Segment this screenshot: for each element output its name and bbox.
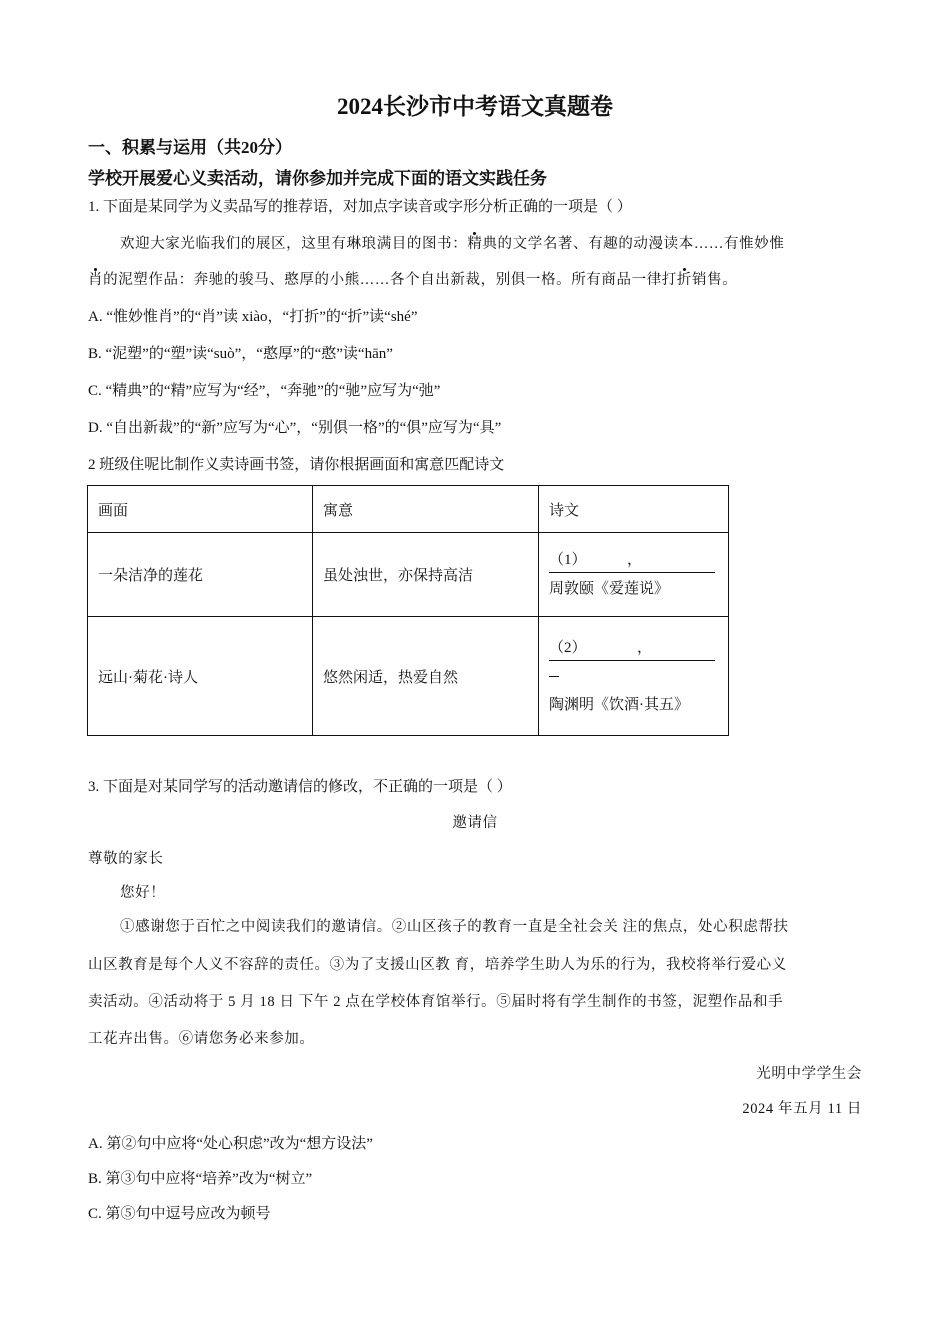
dotted-char: 折 <box>676 272 693 288</box>
fill-blank-2[interactable]: （2） ， <box>549 636 715 661</box>
page-title: 2024长沙市中考语文真题卷 <box>337 94 613 119</box>
row1-poem <box>539 533 729 617</box>
q1-stem: 1. 下面是某同学为义卖品写的推荐语，对加点字读音或字形分析正确的一项是（ ） <box>88 199 632 215</box>
header-poem: 诗文 <box>539 486 729 533</box>
task-heading: 学校开展爱心义卖活动，请你参加并完成下面的语文实践任务 <box>88 169 547 188</box>
row2-fill-line <box>549 636 718 661</box>
row1-fill-line <box>549 548 718 573</box>
letter-body-line1: ①感谢您于百忙之中阅读我们的邀请信。②山区孩子的教育一直是全社会关 注的焦点，处心积虑帮扶 <box>120 919 789 935</box>
poem-table <box>87 485 729 736</box>
row1-source: 周敦颐《爱莲说》 <box>549 581 670 597</box>
row2-source: 陶渊明《饮酒·其五》 <box>549 696 689 713</box>
row1-meaning: 虽处浊世，亦保持高洁 <box>313 533 539 617</box>
header-meaning: 寓意 <box>313 486 539 533</box>
q1-passage-line2 <box>88 268 737 289</box>
dotted-char: 精 <box>467 236 483 252</box>
header-picture: 画面 <box>88 486 313 533</box>
q1-option-a: A. “惟妙惟肖”的“肖”读 xiào，“打折”的“折”读“shé” <box>88 309 418 325</box>
passage-text: 销售。 <box>692 272 738 288</box>
q1-passage-line1 <box>120 232 784 253</box>
row2-meaning: 悠然闲适，热爱自然 <box>313 617 539 736</box>
table-row <box>88 617 729 736</box>
row2-poem <box>539 617 729 736</box>
letter-body-line3: 卖活动。④活动将于 5 月 18 日 下午 2 点在学校体育馆举行。⑤届时将有学生制作的书签，泥塑作品和手 <box>88 994 784 1010</box>
q3-option-c: C. 第⑤句中逗号应改为顿号 <box>88 1206 271 1222</box>
letter-signature: 光明中学学生会 <box>756 1066 862 1082</box>
dotted-char: 肖 <box>88 272 104 288</box>
letter-date: 2024 年五月 11 日 <box>742 1101 862 1117</box>
section-heading: 一、积累与运用（共20分） <box>88 138 292 157</box>
q1-option-b: B. “泥塑”的“塑”读“suò”，“憨厚”的“憨”读“hān” <box>88 346 393 362</box>
q1-option-d: D. “自出新裁”的“新”应写为“心”，“别俱一格”的“俱”应写为“具” <box>88 420 502 436</box>
q1-option-c: C. “精典”的“精”应写为“经”，“奔驰”的“驰”应写为“弛” <box>88 383 441 399</box>
fill-blank-2-cont[interactable] <box>549 676 559 677</box>
q3-option-a: A. 第②句中应将“处心积虑”改为“想方设法” <box>88 1136 373 1152</box>
q2-stem: 2 班级住呢比制作义卖诗画书签，请你根据画面和寓意匹配诗文 <box>88 457 505 473</box>
table-row <box>88 533 729 617</box>
q3-stem: 3. 下面是对某同学写的活动邀请信的修改，不正确的一项是（ ） <box>88 779 512 795</box>
letter-body-line4: 工花卉出售。⑥请您务必来参加。 <box>88 1031 315 1047</box>
q3-option-b: B. 第③句中应将“培养”改为“树立” <box>88 1171 313 1187</box>
letter-greeting: 您好！ <box>120 885 166 901</box>
fill-blank-1[interactable]: （1） ， <box>549 548 715 573</box>
passage-text: 欢迎大家光临我们的展区，这里有琳琅满目的图书： <box>120 236 468 252</box>
passage-text: 的泥塑作品：奔驰的骏马、憨厚的小熊……各个自出新裁，别俱一格。所有商品一律打 <box>103 272 677 288</box>
row1-picture: 一朵洁净的莲花 <box>88 533 313 617</box>
table-header-row <box>88 486 729 533</box>
letter-salutation: 尊敬的家长 <box>88 851 164 867</box>
passage-text: 典的文学名著、有趣的动漫读本……有惟妙惟 <box>482 236 785 252</box>
row2-fill-line-2 <box>549 661 718 683</box>
letter-title: 邀请信 <box>452 815 498 831</box>
row2-picture: 远山·菊花·诗人 <box>88 617 313 736</box>
letter-body-line2: 山区教育是每个人义不容辞的责任。③为了支援山区教 育，培养学生助人为乐的行为，我校将举行爱心义 <box>88 957 787 973</box>
